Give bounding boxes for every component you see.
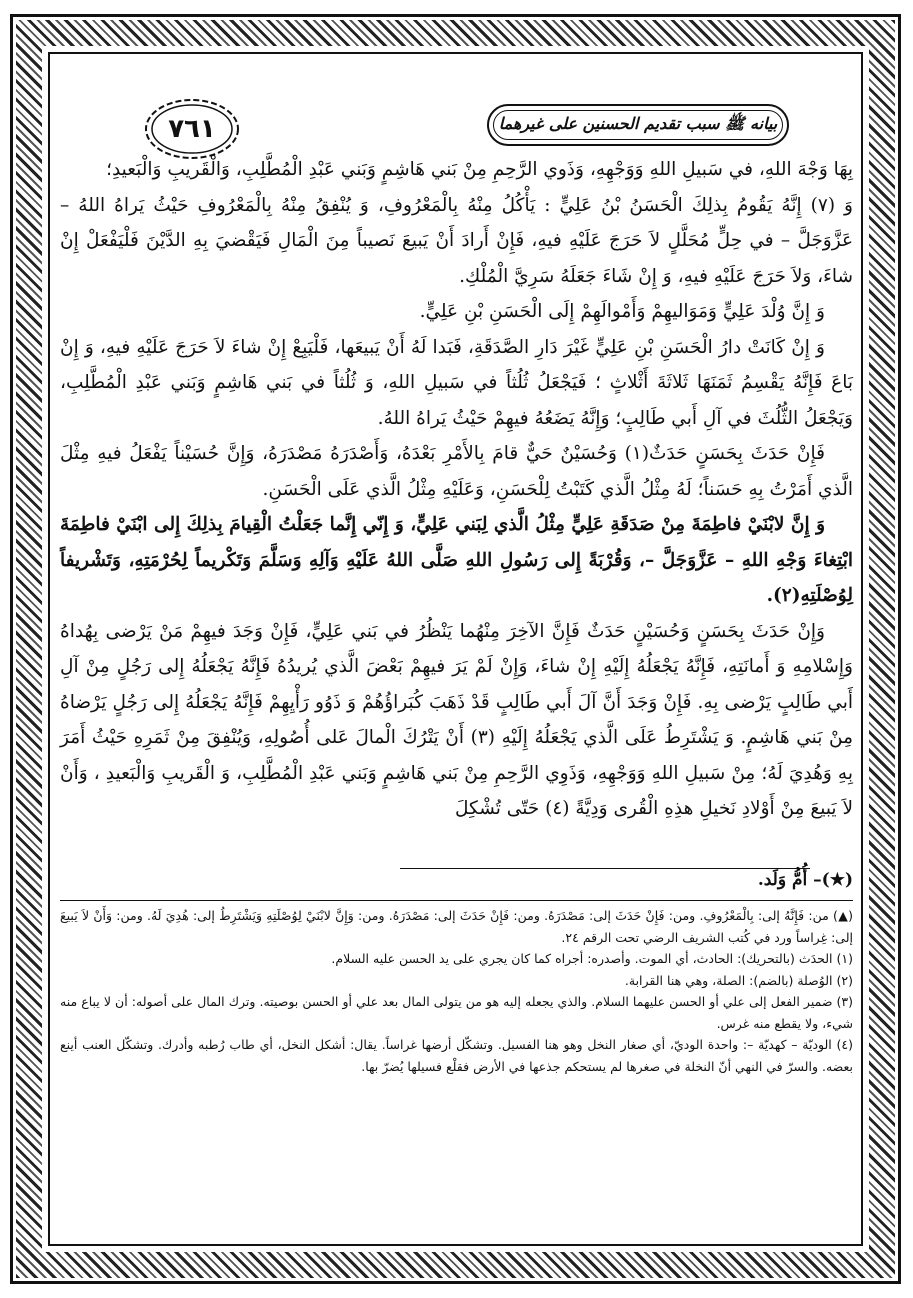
paragraph: وَ إِنَّ وُلْدَ عَلِيٍّ وَمَوَاليهِمْ وَأَمْوالَهِمْ إِلَى الْحَسَنِ بْنِ عَلِيٍّ. — [419, 301, 825, 322]
underline-rule — [400, 868, 810, 869]
paragraph: وَ إِنْ كَانَتْ دارُ الْحَسَنِ بْنِ عَلِيٍّ غَيْرَ دَارِ الصَّدَقَةِ، فَبَدا لَهُ أَنْ يَبيعَها، فَلْيَبِعْ إِنْ شاءَ لاَ حَرَجَ عَلَيْهِ فيهِ، وَ إِنْ بَاعَ فَإِنَّهُ يَقْسِمُ ثَمَنَهَا ثَلاثَةَ أَثْلاثٍ ؛ فَيَجْعَلُ ثُلُثاً في سَبيلِ اللهِ، وَ ثُلُثاً في بَني هَاشِمٍ وَبَني عَبْدِ الْمُطَّلِبِ، وَيَجْعَلُ الثُّلُثَ في آلِ أَبي طَالِبٍ؛ وَإِنَّهُ يَضَعُهُ فيهِمْ حَيْثُ يَراهُ اللهُ. — [60, 336, 853, 429]
footnotes — [60, 905, 853, 1205]
footnote: (٤) الوديّة – كهديّة –: واحدة الوديّ، أي صغار النخل وهو هنا الفسيل. وتشكّل أرضها غراساً. يقال: أشكل النخل، أي طاب رُطبه وأدرك. وتشكّل العنب أينع بعضه. والسرّ في النهي أنّ النخلة في صغرها لم يستحكم جذعها في الأرض فقلْع فسيلها يُضرّ بها. — [60, 1037, 853, 1074]
main-text — [60, 152, 853, 872]
paragraph: وَإِنْ حَدَثَ بِحَسَنٍ وَحُسَيْنٍ حَدَثٌ فَإِنَّ الآخِرَ مِنْهُما يَنْظُرُ في بَني عَلِيٍّ، فَإِنْ وَجَدَ فيهِمْ مَنْ يَرْضى بِهُداهُ وَإِسْلامِهِ وَ أَمانَتِهِ، فَإِنَّهُ يَجْعَلُهُ إِلَيْهِ إِنْ شاءَ، وَإِنْ لَمْ يَرَ فيهِمْ بَعْضَ الَّذي يُريدُهُ فَإِنَّهُ يَجْعَلُهُ إِلى رَجُلٍ مِنْ آلِ أَبي طَالِبٍ يَرْضى بِهِ. فَإِنْ وَجَدَ أَنَّ آلَ أَبي طَالِبٍ قَدْ ذَهَبَ كُبَراؤُهُمْ وَ ذَوُو رَأْيِهِمْ فَإِنَّهُ يَجْعَلُهُ إِلى رَجُلٍ يَرْضاهُ مِنْ بَني هَاشِمٍ. وَ يَشْتَرِطُ عَلَى الَّذي يَجْعَلُهُ إِلَيْهِ (٣) أَنْ يَتْرُكَ الْمالَ عَلى أُصُولِهِ، وَيُنْفِقَ مِنْ ثَمَرِهِ حَيْثُ أَمَرَ بِهِ وَهُدِيَ لَهُ؛ مِنْ سَبيلِ اللهِ وَوَجْهِهِ، وَذَوِي الرَّحِمِ مِنْ بَني هَاشِمٍ وَبَني عَبْدِ الْمُطَّلِبِ، وَ الْقَريبِ وَالْبَعيدِ ، وَأَنْ لاَ يَبيعَ مِنْ أَوْلادِ نَخيلِ هذِهِ الْقُرى وَدِيَّةً (٤) حَتّى تُشْكِلَ — [60, 620, 853, 819]
paragraph: بِهَا وَجْهَ اللهِ، في سَبيلِ اللهِ وَوَجْهِهِ، وَذَوي الرَّحِمِ مِنْ بَني هَاشِمٍ وَبَني عَبْدِ الْمُطَّلِبِ، وَالْقَريبِ وَالْبَعيدِ؛ — [106, 159, 853, 180]
paragraph: وَ (٧) إِنَّهُ يَقُومُ بِذلِكَ الْحَسَنُ بْنُ عَلِيٍّ : يَأْكُلُ مِنْهُ بِالْمَعْرُوفِ، وَ يُنْفِقُ مِنْهُ بِالْمَعْرُوفِ حَيْثُ يَراهُ اللهُ – عَزَّوَجَلَّ – في حِلٍّ مُحَلَّلٍ لاَ حَرَجَ عَلَيْهِ فيهِ، فَإِنْ أَرادَ أَنْ يَبيعَ نَصيباً مِنَ الْمَالِ فَيَقْضيَ بِهِ الدَّيْنَ فَلْيَفْعَلْ إِنْ شاءَ، وَلاَ حَرَجَ عَلَيْهِ فيهِ، وَ إِنْ شَاءَ جَعَلَهُ سَرِيَّ الْمُلْكِ. — [60, 194, 853, 287]
footnote: (٢) الوُصلة (بالضم): الصلة، وهي هنا القرابة. — [624, 972, 853, 988]
running-title-box — [487, 104, 789, 146]
footnote-divider — [60, 900, 853, 901]
paragraph: فَإِنْ حَدَثَ بِحَسَنٍ حَدَثٌ(١) وَحُسَيْنٌ حَيٌّ قامَ بِالأَمْرِ بَعْدَهُ، وَأَصْدَرَهُ مَصْدَرَهُ، وَإِنَّ حُسَيْناً يَفْعَلُ فيهِ مِثْلَ الَّذي أَمَرْتُ بِهِ حَسَناً؛ لَهُ مِثْلُ الَّذي كَتَبْتُ لِلْحَسَنِ، وَعَلَيْهِ مِثْلُ الَّذي عَلَى الْحَسَنِ. — [60, 443, 853, 500]
footnote: (٣) ضمير الفعل إلى علي أو الحسن عليهما السلام. والذي يجعله إليه هو من يتولى المال بعد علي أو الحسن بوصيته. وترك المال على أصوله: أن لا يباع منه شيء، ولا يقطع منه غرس. — [60, 994, 853, 1031]
star-note: (★)– أُمُّ وَلَد. — [757, 870, 853, 890]
paragraph: وَ إِنَّ لابْنَيْ فاطِمَةَ مِنْ صَدَقَةِ عَلِيٍّ مِثْلُ الَّذي لِبَني عَلِيٍّ، وَ إِنّي إِنَّما جَعَلْتُ الْقِيامَ بِذلِكَ إِلى ابْنَيْ فاطِمَةَ ابْتِغاءَ وَجْهِ اللهِ – عَزَّوَجَلَّ –، وَقُرْبَةً إِلى رَسُولِ اللهِ صَلَّى اللهُ عَلَيْهِ وَآلِهِ وَسَلَّمَ وَتَكْريماً لِحُرْمَتِهِ، وَتَشْريفاً لِوُصْلَتِهِ(٢). — [60, 514, 853, 606]
running-title: بيانه ﷺ سبب تقديم الحسنين على غيرهما — [498, 113, 778, 133]
footnote: (١) الحدَث (بالتحريك): الحادث، أي الموت. وأصدره: أجراه كما كان يجري على يد الحسن عليه السلام. — [331, 951, 853, 966]
footnote: (▲) من: فَإِنَّهُ إلى: بِالْمَعْرُوفِ. ومن: فَإِنْ حَدَثَ إلى: مَصْدَرَهُ. ومن: فَإِنْ حَدَثَ إلى: مَصْدَرَهُ. ومن: وَإِنَّ لابْنَيْ لِوُصْلَتِهِ وَيَشْتَرِطُ إلى: هُدِيَ لَهُ. ومن: وَأَنْ لاَ يَبيعَ إلى: غِراساً ورد في كُتب الشريف الرضي تحت الرقم ٢٤. — [60, 908, 853, 945]
page-number: ٧٦١ — [168, 114, 216, 144]
